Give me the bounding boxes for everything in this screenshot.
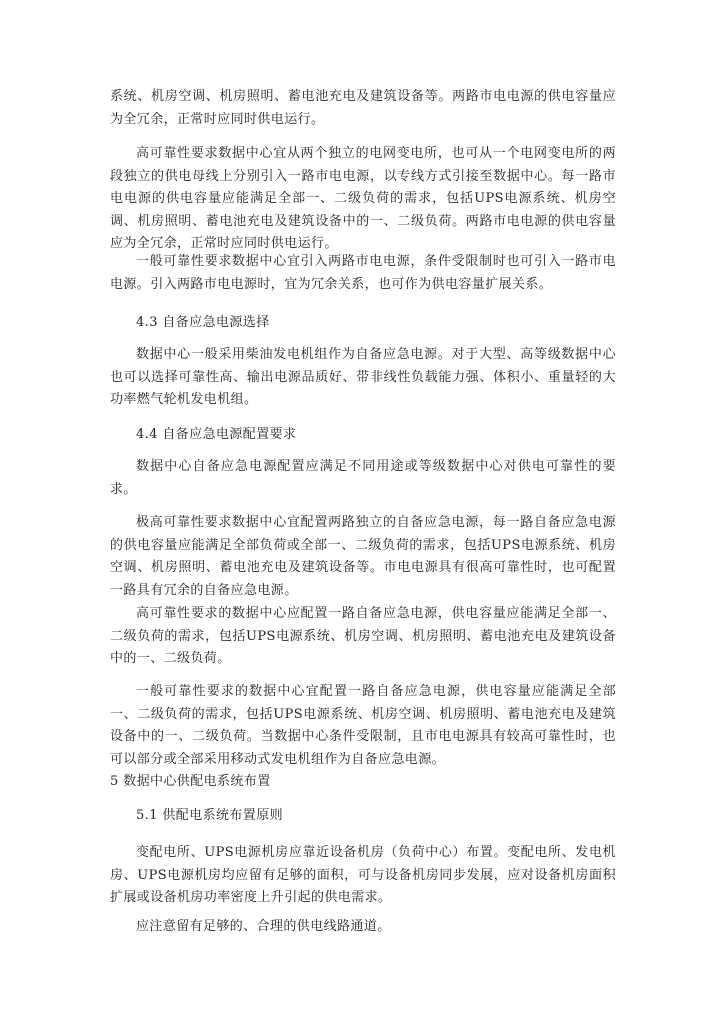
paragraph-general-reliability-utility: 一般可靠性要求数据中心宜引入两路市电电源，条件受限制时也可引入一路市电电源。引入两路市电电源时，宜为冗余关系，也可作为供电容量扩展关系。 bbox=[110, 254, 616, 292]
heading-4-3: 4.3 自备应急电源选择 bbox=[136, 315, 270, 330]
paragraph-general-reliability-config: 一般可靠性要求的数据中心宜配置一路自备应急电源，供电容量应能满足全部一、二级负荷的需求，包括UPS电源系统、机房空调、机房照明、蓄电池充电及建筑设备中的一、二级负荷。当数据中心条件受限制，且市电电源具有较高可靠性时，也可以部分或全部采用移动式发电机组作为自备应急电源。 bbox=[110, 684, 616, 767]
paragraph-very-high-reliability-config: 极高可靠性要求数据中心宜配置两路独立的自备应急电源，每一路自备应急电源的供电容量应能满足全部负荷或全部一、二级负荷的需求，包括UPS电源系统、机房空调、机房照明、蓄电池充电及建筑设备等。市电电源具有很高可靠性时，也可配置一路具有冗余的自备应急电源。 bbox=[110, 515, 616, 598]
paragraph-emergency-config-requirement: 数据中心自备应急电源配置应满足不同用途或等级数据中心对供电可靠性的要求。 bbox=[110, 459, 616, 497]
paragraph-emergency-source-selection: 数据中心一般采用柴油发电机组作为自备应急电源。对于大型、高等级数据中心也可以选择可靠性高、输出电源品质好、带非线性负载能力强、体积小、重量轻的大功率燃气轮机发电机组。 bbox=[110, 347, 616, 408]
paragraph-power-redundancy-continued: 系统、机房空调、机房照明、蓄电池充电及建筑设备等。两路市电电源的供电容量应为全冗余，正常时应同时供电运行。 bbox=[110, 89, 616, 127]
paragraph-cable-route: 应注意留有足够的、合理的供电线路通道。 bbox=[136, 919, 391, 934]
heading-4-4: 4.4 自备应急电源配置要求 bbox=[136, 427, 297, 442]
paragraph-layout-principle: 变配电所、UPS电源机房应靠近设备机房（负荷中心）布置。变配电所、发电机房、UPS电源机房均应留有足够的面积，可与设备机房同步发展，应对设备机房面积扩展或设备机房功率密度上升引起的供电需求。 bbox=[110, 845, 616, 906]
paragraph-high-reliability-utility: 高可靠性要求数据中心宜从两个独立的电网变电所，也可从一个电网变电所的两段独立的供电母线上分别引入一路市电电源，以专线方式引接至数据中心。每一路市电电源的供电容量应能满足全部一、二级负荷的需求，包括UPS电源系统、机房空调、机房照明、蓄电池充电及建筑设备中的一、二级负荷。两路市电电源的供电容量应为全冗余，正常时应同时供电运行。 bbox=[110, 146, 616, 252]
paragraph-high-reliability-config: 高可靠性要求的数据中心应配置一路自备应急电源，供电容量应能满足全部一、二级负荷的需求，包括UPS电源系统、机房空调、机房照明、蓄电池充电及建筑设备中的一、二级负荷。 bbox=[110, 606, 616, 667]
heading-5-1: 5.1 供配电系统布置原则 bbox=[136, 808, 284, 823]
heading-5: 5 数据中心供配电系统布置 bbox=[110, 774, 271, 789]
